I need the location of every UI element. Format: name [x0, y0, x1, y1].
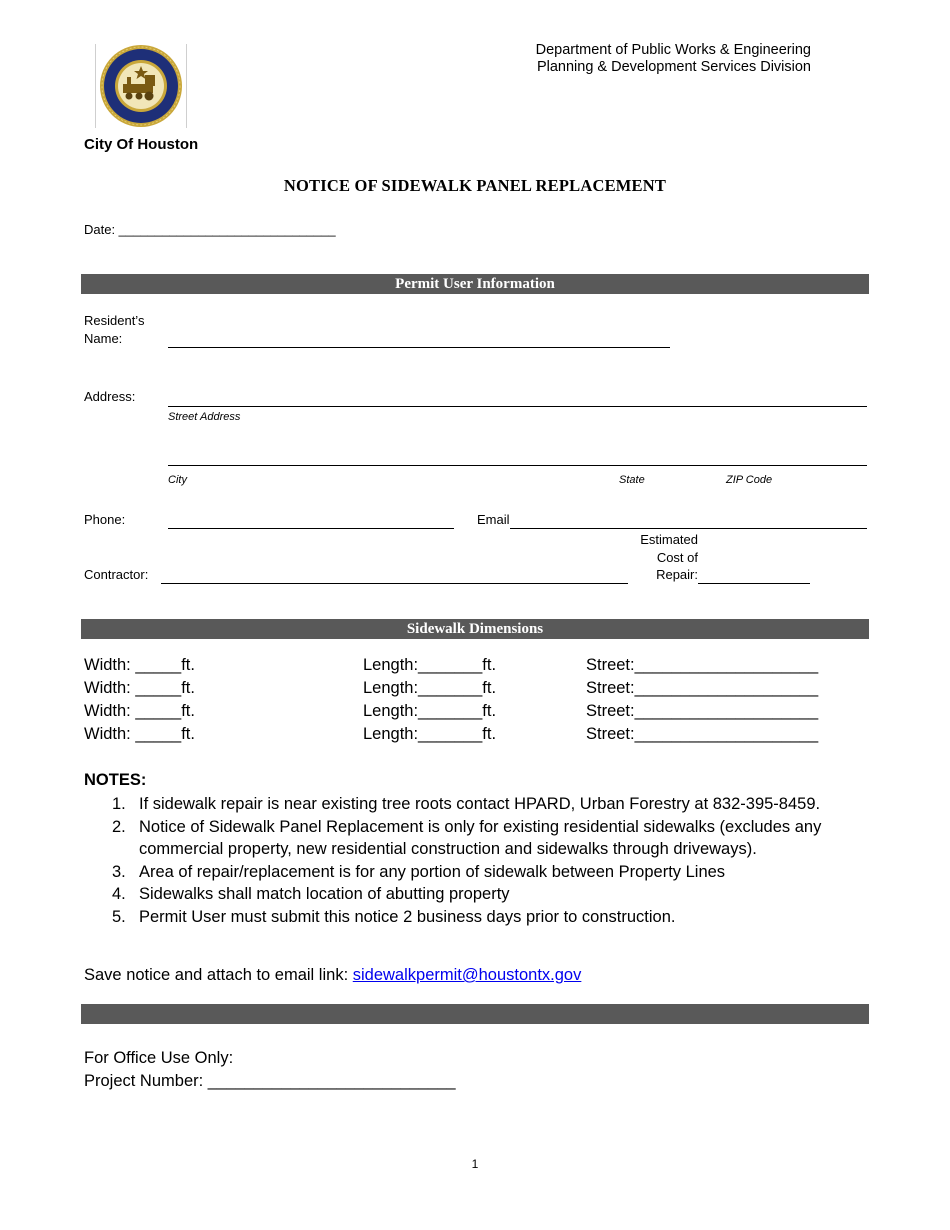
length-field[interactable]: Length:_______ft.	[363, 702, 497, 720]
street-field[interactable]: Street:____________________	[586, 656, 819, 674]
width-field[interactable]: Width: _____ft.	[84, 679, 195, 697]
street-address-input[interactable]	[168, 406, 867, 407]
contractor-input[interactable]	[161, 583, 628, 584]
street-field[interactable]: Street:____________________	[586, 679, 819, 697]
email-link[interactable]: sidewalkpermit@houstontx.gov	[352, 966, 582, 984]
note-item	[84, 793, 864, 816]
width-field[interactable]: Width: _____ft.	[84, 702, 195, 720]
city-name: City Of Houston	[84, 136, 199, 153]
street-field[interactable]: Street:____________________	[586, 702, 819, 720]
sidewalk-dimensions-header: Sidewalk Dimensions	[81, 619, 869, 639]
department-block	[490, 42, 811, 76]
date-field[interactable]: Date: ______________________________	[84, 222, 336, 237]
note-number: 1.	[112, 795, 126, 813]
note-text: Area of repair/replacement is for any portion of sidewalk between Property Lines	[139, 862, 726, 881]
project-number-field[interactable]: Project Number: ___________________________	[84, 1072, 456, 1090]
resident-label-line2: Name:	[84, 331, 123, 346]
notes-heading: NOTES:	[84, 771, 147, 789]
state-caption: State	[619, 474, 645, 486]
note-number: 3.	[112, 862, 126, 881]
note-text: If sidewalk repair is near existing tree roots contact HPARD, Urban Forestry at 832-395-8459.	[139, 795, 821, 813]
note-number: 4.	[112, 885, 126, 904]
address-label: Address:	[84, 389, 136, 404]
note-item	[84, 861, 864, 884]
note-item	[84, 883, 864, 906]
estimate-label-line2: Cost of	[656, 549, 698, 565]
city-seal-logo	[98, 44, 184, 133]
estimated-cost-label	[630, 531, 698, 584]
length-field[interactable]: Length:_______ft.	[363, 679, 497, 697]
length-field[interactable]: Length:_______ft.	[363, 725, 497, 743]
note-text: Sidewalks shall match location of abutting property	[139, 885, 510, 904]
estimate-label-line3: Repair:	[656, 567, 698, 582]
note-text: Notice of Sidewalk Panel Replacement is only for existing residential sidewalks (excludes any commercial property, new residential construction and sidewalks through driveways).	[139, 817, 822, 859]
city-state-zip-input[interactable]	[168, 465, 867, 466]
contractor-label: Contractor:	[84, 567, 149, 582]
office-use-label: For Office Use Only:	[84, 1049, 234, 1067]
note-item	[84, 816, 864, 861]
department-name: Department of Public Works & Engineering	[535, 42, 811, 58]
note-number: 2.	[112, 817, 126, 836]
resident-label-line1: Resident’s	[84, 313, 145, 328]
save-notice-line	[84, 966, 581, 985]
length-field[interactable]: Length:_______ft.	[363, 656, 497, 674]
division-name: Planning & Development Services Division	[536, 59, 811, 75]
divider-bar	[81, 1004, 869, 1024]
save-notice-text: Save notice and attach to email link:	[84, 966, 353, 984]
street-field[interactable]: Street:____________________	[586, 725, 819, 743]
office-use-block	[84, 1047, 456, 1093]
estimate-label-line1: Estimated	[640, 532, 698, 547]
estimated-cost-input[interactable]	[698, 583, 810, 584]
phone-label: Phone:	[84, 512, 126, 527]
width-field[interactable]: Width: _____ft.	[84, 725, 195, 743]
email-label: Email	[477, 512, 510, 527]
resident-name-input[interactable]	[168, 347, 670, 348]
zip-caption: ZIP Code	[726, 474, 773, 486]
notes-list	[84, 793, 864, 929]
phone-input[interactable]	[168, 528, 454, 529]
note-number: 5.	[112, 907, 126, 926]
note-text: Permit User must submit this notice 2 business days prior to construction.	[139, 907, 676, 926]
form-title: NOTICE OF SIDEWALK PANEL REPLACEMENT	[283, 176, 667, 195]
page-number: 1	[471, 1157, 479, 1171]
email-input[interactable]	[510, 528, 867, 529]
note-item	[84, 906, 864, 929]
width-field[interactable]: Width: _____ft.	[84, 656, 195, 674]
permit-user-info-header: Permit User Information	[81, 274, 869, 294]
resident-name-label	[84, 312, 144, 348]
street-address-caption: Street Address	[168, 411, 241, 423]
city-caption: City	[168, 474, 187, 486]
